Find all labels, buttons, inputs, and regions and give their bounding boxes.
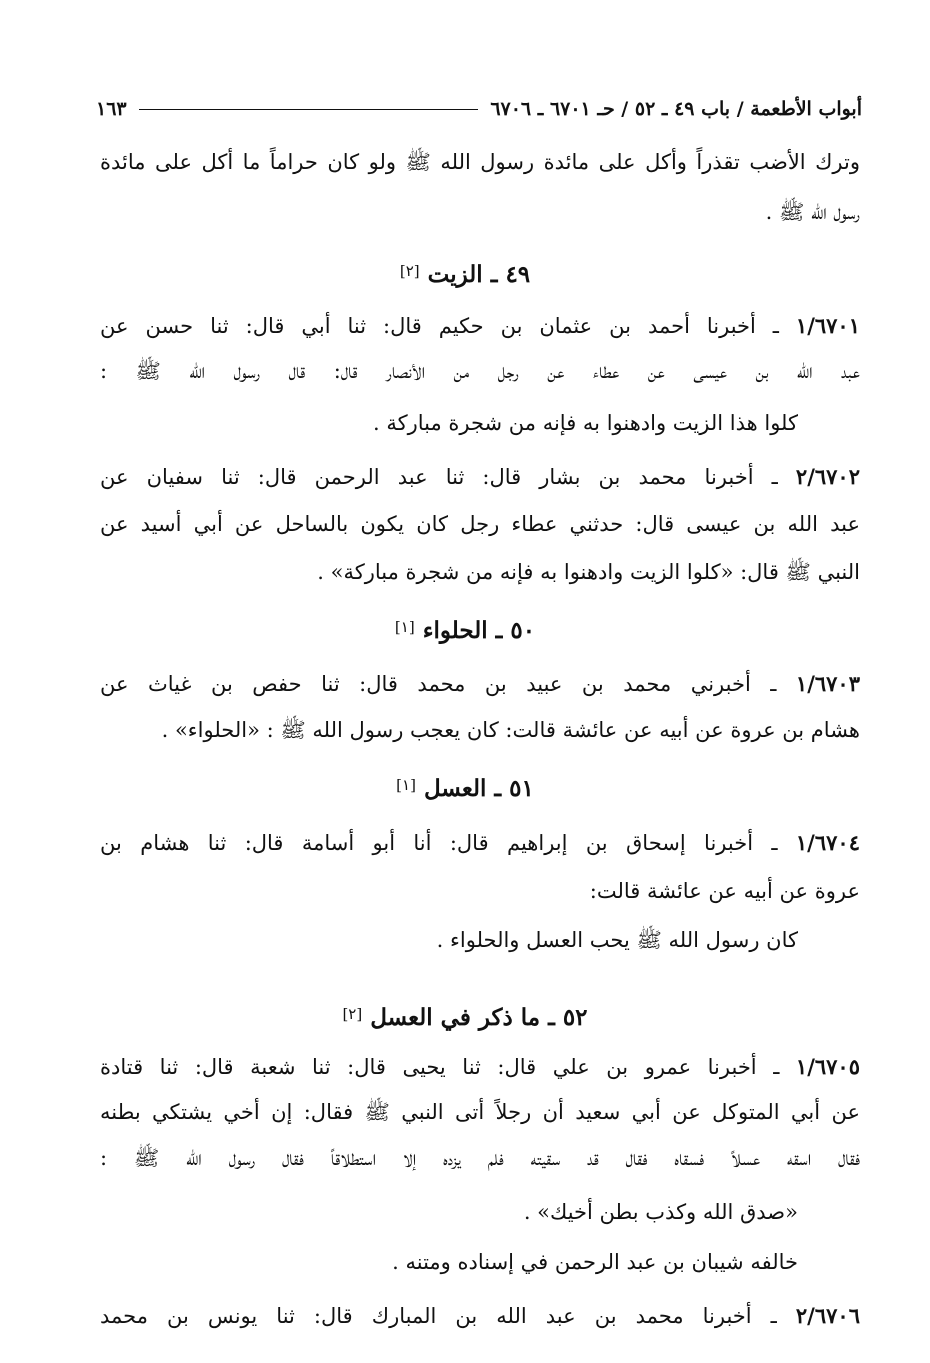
hadith-comment: خالفه شيبان بن عبد الرحمن في إسناده ومتنه . (392, 1250, 798, 1274)
hadith-number: ١/٦٧٠٣ (795, 671, 860, 696)
section-heading-49 (0, 252, 930, 294)
footnote-marker: [٢] (342, 1005, 363, 1023)
page-header (96, 92, 862, 126)
heading-text: ٥٠ ـ الحلواء (422, 617, 536, 644)
section-heading-51 (0, 766, 930, 808)
hadith-line (100, 666, 860, 702)
hadith-text: ـ أخبرنا إسحاق بن إبراهيم قال: أنا أبو أسامة قال: ثنا هشام بن (100, 831, 778, 855)
hadith-line: هشام بن عروة عن أبيه عن عائشة قالت: كان يعجب رسول الله ﷺ : «الحلواء» . (161, 718, 860, 742)
hadith-line: فقال اسقه عسلاً فسقاه فقال قد سقيته فلم يزده إلا استطلاقاً فقال رسول الله ﷺ : (100, 1146, 860, 1170)
section-heading-50 (0, 608, 930, 650)
hadith-number: ١/٦٧٠٥ (795, 1054, 860, 1079)
hadith-matn: كان رسول الله ﷺ يحب العسل والحلواء . (436, 928, 798, 952)
intro-line: وترك الأضب تقذراً وأكل على مائدة رسول الله ﷺ ولو كان حراماً ما أكل على مائدة (100, 150, 860, 174)
hadith-line: النبي ﷺ قال: «كلوا الزيت وادهنوا به فإنه من شجرة مباركة» . (317, 560, 860, 584)
footnote-marker: [٢] (399, 262, 420, 280)
footnote-marker: [١] (394, 618, 415, 636)
hadith-matn: «صدق الله وكذب بطن أخيك» . (523, 1200, 798, 1224)
hadith-number: ١/٦٧٠٤ (795, 830, 860, 855)
hadith-text: ـ أخبرنا محمد بن بشار قال: ثنا عبد الرحمن قال: ثنا سفيان عن (100, 465, 778, 489)
hadith-line (100, 1298, 860, 1334)
hadith-line: عروة عن أبيه عن عائشة قالت: (589, 879, 860, 903)
hadith-text: ـ أخبرنا أحمد بن عثمان بن حكيم قال: ثنا أبي قال: ثنا حسن عن (100, 314, 779, 338)
hadith-line: عن أبي المتوكل عن أبي سعيد أن رجلاً أتى النبي ﷺ فقال: إن أخي يشتكي بطنه (100, 1100, 860, 1124)
footnote-marker: [١] (396, 776, 416, 794)
hadith-line (100, 1049, 860, 1085)
page-number: ١٦٣ (96, 98, 127, 120)
heading-text: ٤٩ ـ الزيت (427, 261, 531, 288)
hadith-matn: كلوا هذا الزيت وادهنوا به فإنه من شجرة مباركة . (372, 411, 798, 435)
hadith-line (100, 459, 860, 495)
heading-text: ٥١ ـ العسل (423, 775, 534, 802)
hadith-text: ـ أخبرنا محمد بن عبد الله بن المبارك قال: ثنا يونس بن محمد (100, 1304, 777, 1328)
hadith-text: ـ أخبرنا عمرو بن علي قال: ثنا يحيى قال: ثنا شعبة قال: ثنا قتادة (100, 1055, 780, 1079)
hadith-number: ٢/٦٧٠٢ (795, 464, 860, 489)
hadith-line (100, 825, 860, 861)
section-heading-52 (0, 995, 930, 1037)
hadith-number: ٢/٦٧٠٦ (795, 1303, 860, 1328)
heading-text: ٥٢ ـ ما ذكر في العسل (370, 1004, 588, 1031)
hadith-line: عبد الله بن عيسى قال: حدثني عطاء رجل كان يكون بالساحل عن أبي أسيد عن (100, 512, 860, 536)
hadith-text: ـ أخبرني محمد بن عبيد بن محمد قال: ثنا حفص بن غياث عن (100, 672, 777, 696)
hadith-line (100, 308, 860, 344)
hadith-line: عبد الله بن عيسى عن عطاء عن رجل من الأنصار قال: قال رسول الله ﷺ : (100, 359, 860, 383)
header-rule (139, 109, 479, 110)
running-head: أبواب الأطعمة / باب ٤٩ ـ ٥٢ / حـ ٦٧٠١ ـ ٦٧٠٦ (490, 98, 862, 120)
intro-line: رسول الله ﷺ . (765, 200, 860, 224)
hadith-number: ١/٦٧٠١ (795, 313, 860, 338)
